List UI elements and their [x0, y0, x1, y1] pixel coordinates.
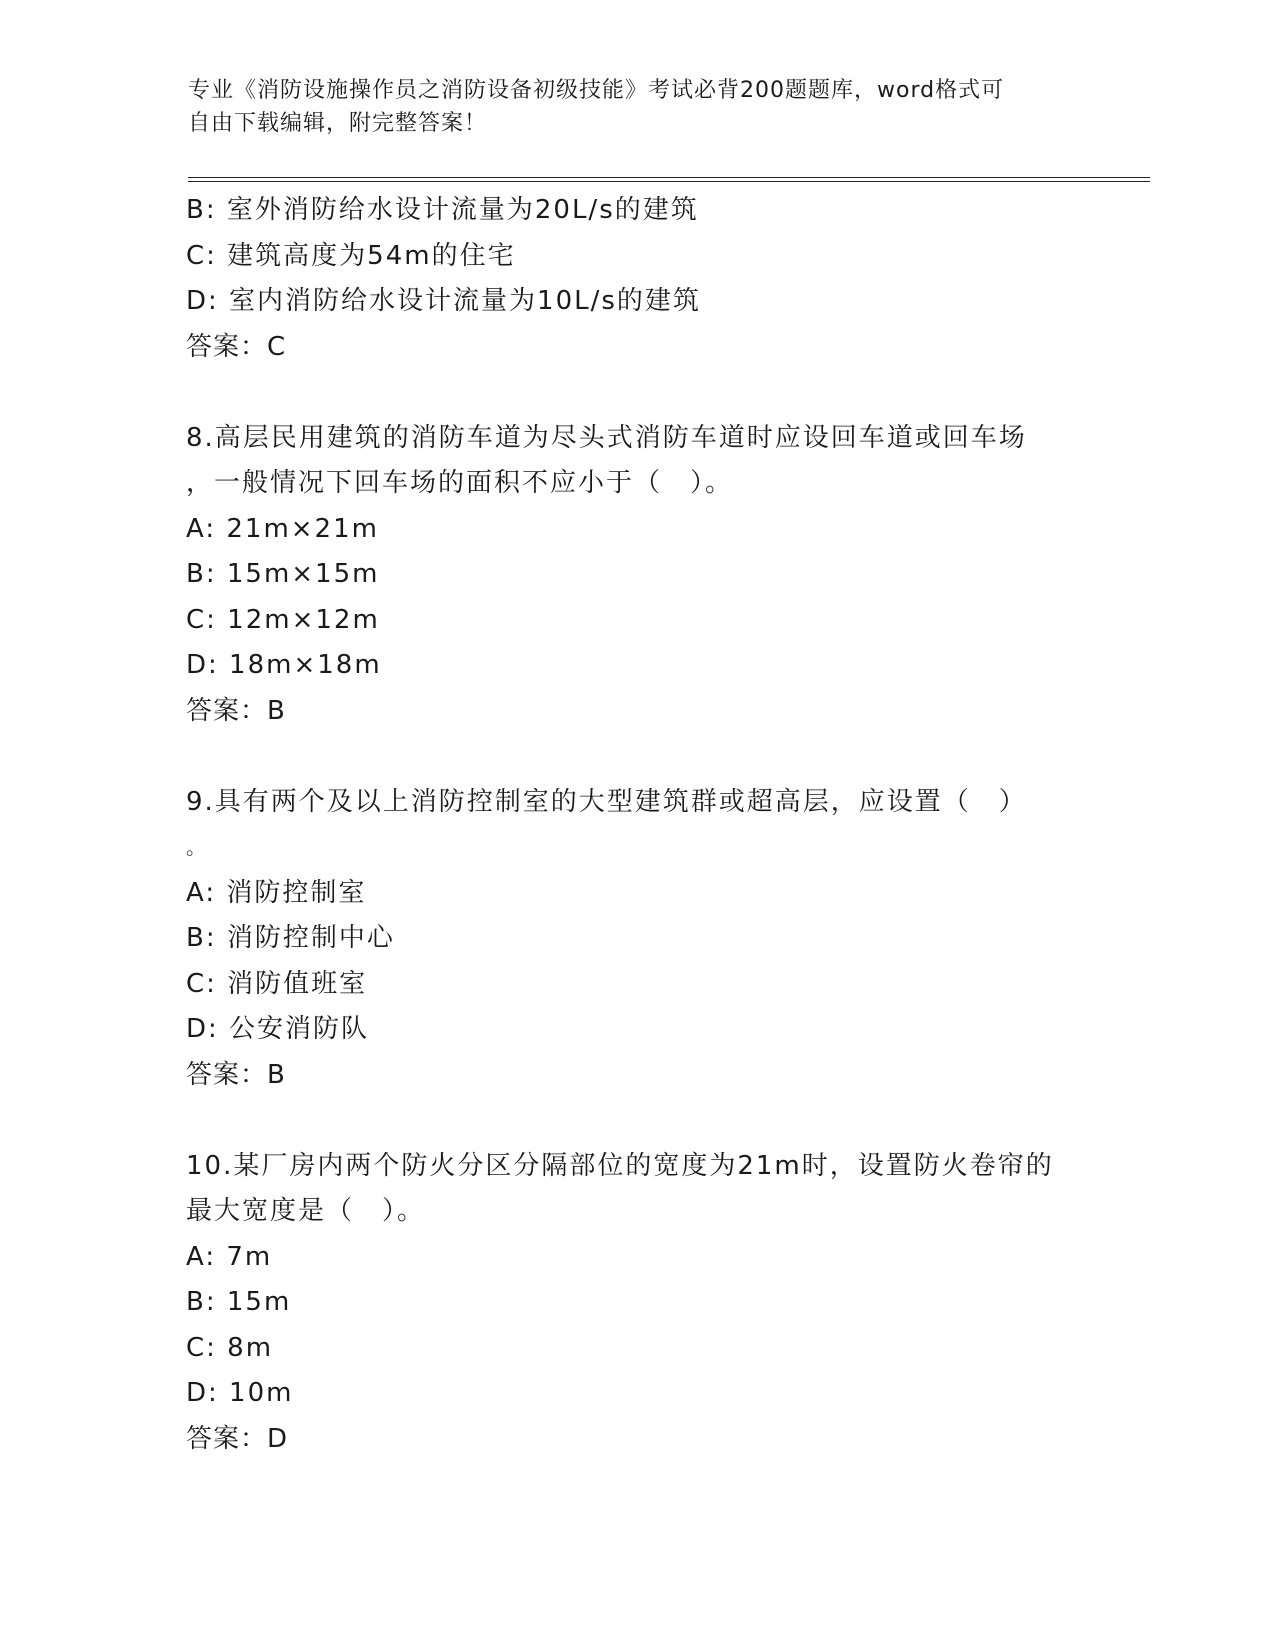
answer-label: 答案：B: [186, 1059, 286, 1090]
option-d: D: 18m×18m: [186, 650, 382, 680]
option-d: D: 公安消防队: [186, 1014, 370, 1044]
option-c: C: 消防值班室: [186, 968, 368, 999]
prev-question: [186, 188, 1086, 370]
spacer: [186, 1098, 1086, 1144]
question-stem-line: 10.某厂房内两个防火分区分隔部位的宽度为21m时，设置防火卷帘的: [186, 1150, 1054, 1181]
answer-label: 答案：D: [186, 1423, 289, 1454]
option-b: B: 室外消防给水设计流量为20L/s的建筑: [186, 195, 699, 225]
option-a: A: 消防控制室: [186, 877, 367, 908]
spacer: [186, 734, 1086, 780]
option-d: D: 室内消防给水设计流量为10L/s的建筑: [186, 286, 701, 316]
header-line-1: 专业《消防设施操作员之消防设备初级技能》考试必背200题题库，word格式可: [188, 78, 1005, 103]
answer-label: 答案：B: [186, 695, 286, 726]
question-9: [186, 780, 1086, 1099]
question-10: [186, 1144, 1086, 1463]
option-a: A: 21m×21m: [186, 513, 379, 544]
question-stem-line: ，一般情况下回车场的面积不应小于（ ）。: [186, 468, 734, 498]
document-header: [188, 74, 1068, 140]
answer-label: 答案：C: [186, 331, 287, 362]
question-content: [186, 188, 1086, 1462]
option-c: C: 12m×12m: [186, 604, 380, 635]
question-stem-line: 9.具有两个及以上消防控制室的大型建筑群或超高层，应设置（ ）: [186, 786, 1027, 817]
question-8: [186, 416, 1086, 735]
spacer: [186, 370, 1086, 416]
option-c: C: 建筑高度为54m的住宅: [186, 240, 516, 271]
question-stem-line: 8.高层民用建筑的消防车道为尽头式消防车道时应设回车道或回车场: [186, 422, 1027, 453]
header-line-2: 自由下载编辑，附完整答案！: [188, 111, 488, 136]
option-b: B: 消防控制中心: [186, 923, 395, 953]
header-divider-bottom: [188, 181, 1150, 182]
question-stem-line: 。: [186, 835, 208, 859]
option-a: A: 7m: [186, 1241, 273, 1272]
question-stem-line: 最大宽度是（ ）。: [186, 1196, 426, 1226]
option-c: C: 8m: [186, 1332, 274, 1363]
option-d: D: 10m: [186, 1378, 294, 1408]
header-divider-top: [188, 177, 1150, 178]
option-b: B: 15m: [186, 1287, 292, 1317]
option-b: B: 15m×15m: [186, 559, 380, 589]
